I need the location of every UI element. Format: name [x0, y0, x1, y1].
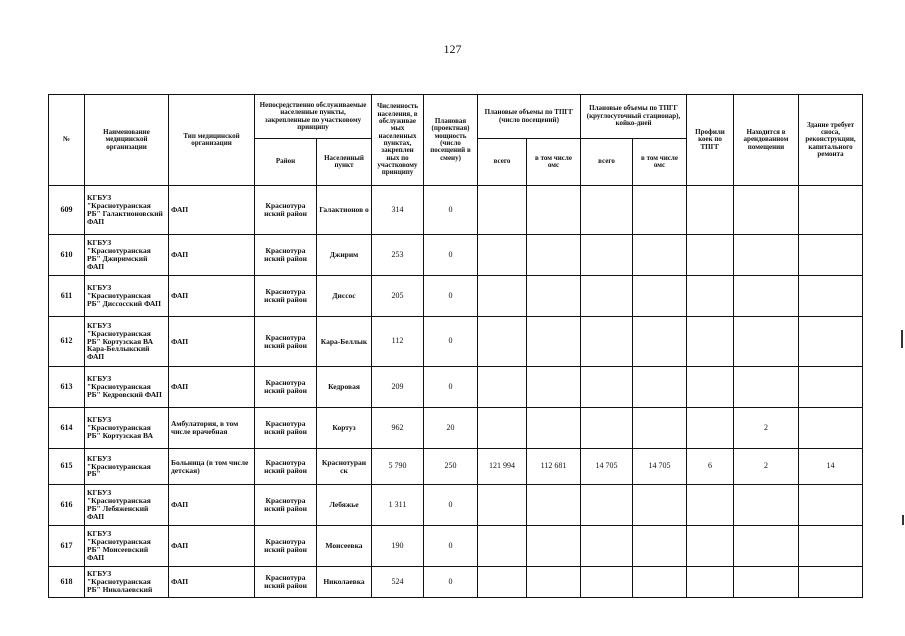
cell-visits-oms: 112 681: [527, 449, 581, 485]
cell-days-total: [581, 317, 633, 367]
cell-rented: [734, 186, 799, 235]
header-visits-total: всего: [478, 139, 527, 186]
cell-days-oms: [633, 526, 687, 567]
cell-visits-oms: [527, 367, 581, 408]
cell-settlement: Моисеевка: [317, 526, 372, 567]
header-days-oms: в том числе омс: [633, 139, 687, 186]
cell-repair: [799, 526, 863, 567]
cell-visits-oms: [527, 235, 581, 276]
cell-org-name: КГБУЗ "Краснотуранская РБ" Галактионовский ФАП: [85, 186, 169, 235]
cell-district: Краснотура нский район: [255, 408, 317, 449]
cell-profiles: [687, 367, 734, 408]
header-type: Тип медицинской организации: [169, 95, 255, 186]
cell-row-number: 617: [49, 526, 85, 567]
header-rented: Находится в арендованном помещении: [734, 95, 799, 186]
table-row: [49, 408, 863, 449]
table-row: [49, 276, 863, 317]
cell-district: Краснотура нский район: [255, 235, 317, 276]
cell-facility-type: ФАП: [169, 235, 255, 276]
cell-visits-total: [478, 526, 527, 567]
cell-visits-oms: [527, 186, 581, 235]
table-row: [49, 367, 863, 408]
header-repair: Здание требует сноса, реконструкции, капитального ремонта: [799, 95, 863, 186]
header-days-group: Плановые объемы по ТПГГ (круглосуточный стационар), койко-дней: [581, 95, 687, 139]
cell-visits-total: [478, 317, 527, 367]
scan-edge-mark: [902, 515, 904, 525]
cell-org-name: КГБУЗ "Краснотуранская РБ" Николаевский: [85, 567, 169, 598]
cell-rented: [734, 367, 799, 408]
cell-facility-type: ФАП: [169, 367, 255, 408]
cell-days-oms: 14 705: [633, 449, 687, 485]
cell-visits-total: [478, 408, 527, 449]
cell-rented: [734, 317, 799, 367]
cell-facility-type: ФАП: [169, 526, 255, 567]
cell-visits-total: [478, 276, 527, 317]
cell-district: Краснотура нский район: [255, 485, 317, 526]
cell-district: Краснотура нский район: [255, 276, 317, 317]
cell-capacity: 0: [424, 276, 478, 317]
cell-facility-type: ФАП: [169, 276, 255, 317]
cell-visits-oms: [527, 408, 581, 449]
cell-repair: [799, 367, 863, 408]
cell-population: 190: [372, 526, 424, 567]
cell-row-number: 616: [49, 485, 85, 526]
cell-rented: 2: [734, 408, 799, 449]
cell-visits-total: [478, 186, 527, 235]
cell-visits-total: [478, 235, 527, 276]
cell-rented: [734, 276, 799, 317]
cell-rented: [734, 526, 799, 567]
cell-population: 524: [372, 567, 424, 598]
cell-capacity: 0: [424, 367, 478, 408]
cell-profiles: [687, 186, 734, 235]
cell-facility-type: ФАП: [169, 485, 255, 526]
cell-profiles: [687, 485, 734, 526]
cell-days-total: [581, 186, 633, 235]
cell-repair: 14: [799, 449, 863, 485]
cell-profiles: [687, 526, 734, 567]
cell-days-total: 14 705: [581, 449, 633, 485]
cell-population: 205: [372, 276, 424, 317]
cell-capacity: 0: [424, 526, 478, 567]
table-row: [49, 235, 863, 276]
cell-facility-type: Больница (в том числе детская): [169, 449, 255, 485]
table-row: [49, 485, 863, 526]
cell-settlement: Кара-Беллык: [317, 317, 372, 367]
table-row: [49, 186, 863, 235]
cell-settlement: Краснотуран ск: [317, 449, 372, 485]
cell-org-name: КГБУЗ "Краснотуранская РБ" Кедровский ФАП: [85, 367, 169, 408]
cell-district: Краснотура нский район: [255, 367, 317, 408]
cell-population: 253: [372, 235, 424, 276]
header-direct-group: Непосредственно обслуживаемые населенные пункты, закрепленные по участковому принципу: [255, 95, 372, 139]
cell-visits-oms: [527, 317, 581, 367]
cell-days-total: [581, 526, 633, 567]
cell-org-name: КГБУЗ "Краснотуранская РБ" Моисеевский ФАП: [85, 526, 169, 567]
cell-days-oms: [633, 367, 687, 408]
cell-days-total: [581, 408, 633, 449]
header-visits-oms: в том числе омс: [527, 139, 581, 186]
cell-repair: [799, 317, 863, 367]
cell-population: 1 311: [372, 485, 424, 526]
header-capacity: Плановая (проектная) мощность (число посещений в смену): [424, 95, 478, 186]
header-population: Численность населения, в обслуживае мых населенных пунктах, закреплен ных по участковому принципу: [372, 95, 424, 186]
scan-edge-mark: [901, 330, 903, 348]
cell-rented: [734, 485, 799, 526]
cell-facility-type: Амбулатория, в том числе врачебная: [169, 408, 255, 449]
cell-days-oms: [633, 485, 687, 526]
cell-days-oms: [633, 186, 687, 235]
cell-org-name: КГБУЗ "Краснотуранская РБ" Джиримский ФАП: [85, 235, 169, 276]
cell-capacity: 0: [424, 317, 478, 367]
cell-org-name: КГБУЗ "Краснотуранская РБ": [85, 449, 169, 485]
table-row: [49, 567, 863, 598]
cell-days-total: [581, 485, 633, 526]
cell-district: Краснотура нский район: [255, 186, 317, 235]
cell-population: 209: [372, 367, 424, 408]
cell-capacity: 0: [424, 485, 478, 526]
cell-population: 5 790: [372, 449, 424, 485]
cell-visits-total: [478, 367, 527, 408]
cell-days-oms: [633, 408, 687, 449]
table-row: [49, 449, 863, 485]
cell-population: 112: [372, 317, 424, 367]
cell-rented: 2: [734, 449, 799, 485]
cell-org-name: КГБУЗ "Краснотуранская РБ" Кортузская ВА Кара-Беллыкский ФАП: [85, 317, 169, 367]
cell-settlement: Лебяжье: [317, 485, 372, 526]
cell-visits-oms: [527, 526, 581, 567]
header-settlement: Населенный пункт: [317, 139, 372, 186]
cell-days-oms: [633, 276, 687, 317]
cell-org-name: КГБУЗ "Краснотуранская РБ" Кортузская ВА: [85, 408, 169, 449]
cell-org-name: КГБУЗ "Краснотуранская РБ" Диссосский ФАП: [85, 276, 169, 317]
cell-capacity: 250: [424, 449, 478, 485]
header-no: №: [49, 95, 85, 186]
cell-repair: [799, 235, 863, 276]
header-profiles: Профили коек по ТПГГ: [687, 95, 734, 186]
cell-visits-oms: [527, 485, 581, 526]
cell-visits-total: [478, 485, 527, 526]
cell-row-number: 615: [49, 449, 85, 485]
cell-facility-type: ФАП: [169, 317, 255, 367]
cell-rented: [734, 235, 799, 276]
cell-days-total: [581, 367, 633, 408]
cell-district: Краснотура нский район: [255, 567, 317, 598]
cell-row-number: 612: [49, 317, 85, 367]
cell-row-number: 613: [49, 367, 85, 408]
cell-row-number: 614: [49, 408, 85, 449]
cell-profiles: [687, 317, 734, 367]
cell-settlement: Кортуз: [317, 408, 372, 449]
cell-days-total: [581, 235, 633, 276]
cell-days-total: [581, 567, 633, 598]
cell-profiles: [687, 235, 734, 276]
cell-capacity: 20: [424, 408, 478, 449]
cell-profiles: 6: [687, 449, 734, 485]
header-district: Район: [255, 139, 317, 186]
cell-row-number: 611: [49, 276, 85, 317]
cell-profiles: [687, 408, 734, 449]
cell-repair: [799, 186, 863, 235]
cell-visits-total: [478, 567, 527, 598]
cell-repair: [799, 567, 863, 598]
cell-settlement: Николаевка: [317, 567, 372, 598]
cell-visits-oms: [527, 567, 581, 598]
header-visits-group: Плановые объемы по ТПГГ (число посещений): [478, 95, 581, 139]
cell-district: Краснотура нский район: [255, 526, 317, 567]
cell-profiles: [687, 276, 734, 317]
cell-facility-type: ФАП: [169, 186, 255, 235]
cell-district: Краснотура нский район: [255, 317, 317, 367]
cell-settlement: Галактионов о: [317, 186, 372, 235]
cell-days-total: [581, 276, 633, 317]
cell-capacity: 0: [424, 186, 478, 235]
cell-population: 962: [372, 408, 424, 449]
header-org: Наименование медицинской организации: [85, 95, 169, 186]
cell-repair: [799, 485, 863, 526]
cell-rented: [734, 567, 799, 598]
cell-visits-oms: [527, 276, 581, 317]
cell-row-number: 609: [49, 186, 85, 235]
header-days-total: всего: [581, 139, 633, 186]
cell-capacity: 0: [424, 567, 478, 598]
cell-district: Краснотура нский район: [255, 449, 317, 485]
cell-days-oms: [633, 317, 687, 367]
cell-row-number: 618: [49, 567, 85, 598]
cell-population: 314: [372, 186, 424, 235]
cell-settlement: Кедровая: [317, 367, 372, 408]
table-row: [49, 526, 863, 567]
cell-repair: [799, 276, 863, 317]
facilities-table: [48, 94, 863, 598]
cell-facility-type: ФАП: [169, 567, 255, 598]
cell-org-name: КГБУЗ "Краснотуранская РБ" Лебяженский ФАП: [85, 485, 169, 526]
page-number: 127: [443, 42, 462, 56]
cell-visits-total: 121 994: [478, 449, 527, 485]
cell-profiles: [687, 567, 734, 598]
cell-settlement: Диссос: [317, 276, 372, 317]
cell-days-oms: [633, 567, 687, 598]
cell-repair: [799, 408, 863, 449]
cell-days-oms: [633, 235, 687, 276]
cell-capacity: 0: [424, 235, 478, 276]
cell-settlement: Джирим: [317, 235, 372, 276]
table-row: [49, 317, 863, 367]
cell-row-number: 610: [49, 235, 85, 276]
